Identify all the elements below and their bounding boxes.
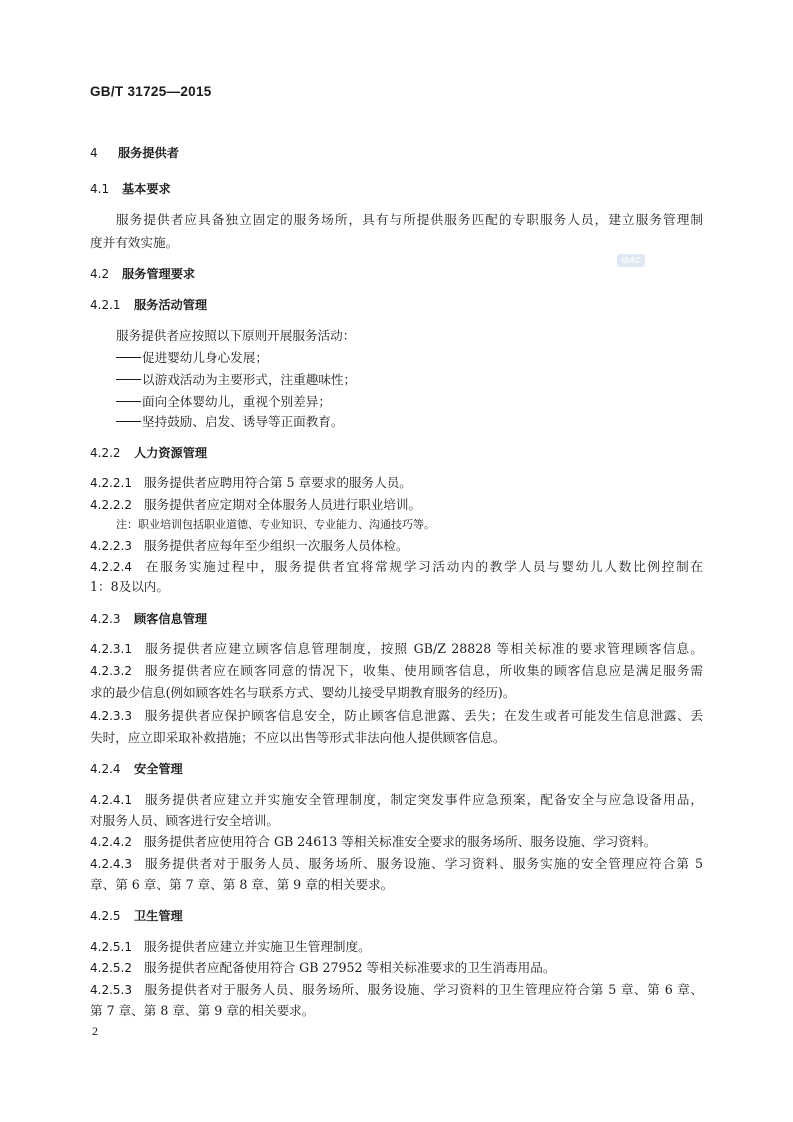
clause-number: 4.2.4.1 [90,793,132,807]
dash-marker [116,401,141,402]
section-number: 4.2.5 [90,909,121,923]
clause-number: 4.2.2.3 [90,539,132,553]
clause [90,938,703,956]
clause-text: 服务提供者对于服务人员、服务场所、服务设施、学习资料、服务实施的安全管理应符合第 5 [144,856,703,871]
clause [90,791,703,809]
list-item-text: 面向全体婴幼儿，重视个别差异； [142,394,331,409]
section-title: 安全管理 [134,762,183,776]
section-number: 4 [90,146,98,160]
section-title: 服务管理要求 [122,267,196,281]
list-item-text: 促进婴幼儿身心发展； [142,350,268,365]
clause-continuation: 第 7 章、第 8 章、第 9 章的相关要求。 [90,1003,315,1018]
clause-text: 服务提供者应建立并实施安全管理制度，制定突发事件应急预案，配备安全与应急设备用品， [144,792,703,807]
clause [90,981,703,999]
clause-number: 4.2.2.1 [90,476,132,490]
clause-text: 服务提供者应使用符合 GB 24613 等相关标准安全要求的服务场所、服务设施、学习资料。 [144,834,657,849]
section-4-2-5-heading [90,907,703,925]
section-number: 4.1 [90,182,110,196]
clause [90,640,703,658]
section-4-2-2-heading [90,444,703,462]
section-title: 卫生管理 [134,909,183,923]
section-number: 4.2.4 [90,762,121,776]
section-4-2-4-heading [90,760,703,778]
clause [90,707,703,725]
section-title: 人力资源管理 [134,446,208,460]
clause [90,662,703,680]
section-number: 4.2.3 [90,612,121,626]
clause-text: 服务提供者应保护顾客信息安全，防止顾客信息泄露、丢失；在发生或者可能发生信息泄露、丢 [144,708,703,723]
dash-marker [116,379,141,380]
section-title: 服务提供者 [118,146,179,160]
section-title: 服务活动管理 [134,298,208,312]
clause-continuation: 1：8及以内。 [90,579,169,594]
paragraph-line: 服务提供者应具备独立固定的服务场所，具有与所提供服务匹配的专职服务人员，建立服务管理制 [116,212,703,227]
clause-text: 服务提供者对于服务人员、服务场所、服务设施、学习资料的卫生管理应符合第 5 章、第 6 章、 [144,982,703,997]
clause-text: 服务提供者应配备使用符合 GB 27952 等相关标准要求的卫生消毒用品。 [144,960,556,975]
clause [90,496,703,514]
section-4-2-heading [90,265,703,283]
section-number: 4.2.2 [90,446,121,460]
section-4-heading [90,144,703,162]
clause-number: 4.2.3.1 [90,642,132,656]
clause-text: 服务提供者应建立并实施卫生管理制度。 [144,939,371,954]
clause-number: 4.2.4.2 [90,835,132,849]
section-title: 顾客信息管理 [134,612,208,626]
clause-number: 4.2.3.2 [90,664,132,678]
clause-number: 4.2.3.3 [90,709,132,723]
section-4-2-1-heading [90,296,703,314]
list-item-text: 坚持鼓励、启发、诱导等正面教育。 [142,414,344,429]
clause [90,558,703,576]
clause [90,959,703,977]
standard-number: GB/T 31725—2015 [90,84,212,99]
list-item [90,393,703,411]
dash-marker [116,357,141,358]
section-4-1-heading [90,180,703,198]
clause [90,855,703,873]
list-item [90,413,703,431]
clause-number: 4.2.4.3 [90,857,132,871]
clause-text: 服务提供者应聘用符合第 5 章要求的服务人员。 [144,475,412,490]
list-item [90,371,703,389]
list-item-text: 以游戏活动为主要形式，注重趣味性； [142,372,357,387]
page-number: 2 [92,1024,98,1038]
section-number: 4.2.1 [90,298,121,312]
clause-continuation: 求的最少信息(例如顾客姓名与联系方式、婴幼儿接受早期教育服务的经历)。 [90,685,516,700]
section-4-2-3-heading [90,610,703,628]
paragraph-line: 度并有效实施。 [90,235,179,250]
clause-continuation: 对服务人员、顾客进行安全培训。 [90,813,279,828]
clause-continuation: 章、第 6 章、第 7 章、第 8 章、第 9 章的相关要求。 [90,877,394,892]
clause-text: 服务提供者应定期对全体服务人员进行职业培训。 [144,497,422,512]
clause-text: 服务提供者应在顾客同意的情况下，收集、使用顾客信息，所收集的顾客信息应是满足服务需 [144,663,703,678]
clause-number: 4.2.5.3 [90,983,132,997]
clause [90,474,703,492]
clause-text: 服务提供者应每年至少组织一次服务人员体检。 [144,538,409,553]
dash-marker [116,421,141,422]
clause [90,833,703,851]
section-title: 基本要求 [122,182,171,196]
list-item [90,349,703,367]
section-number: 4.2 [90,267,110,281]
clause-text: 在服务实施过程中，服务提供者宜将常规学习活动内的教学人员与婴幼儿人数比例控制在 [144,559,703,574]
paragraph-line: 服务提供者应按照以下原则开展服务活动： [116,328,356,343]
watermark-logo: ISAC [617,254,645,267]
clause-number: 4.2.5.2 [90,961,132,975]
clause-continuation: 失时，应立即采取补救措施；不应以出售等形式非法向他人提供顾客信息。 [90,730,506,745]
clause [90,537,703,555]
clause-number: 4.2.2.4 [90,560,132,574]
clause-number: 4.2.5.1 [90,940,132,954]
note: 注：职业培训包括职业道德、专业知识、专业能力、沟通技巧等。 [116,518,435,531]
clause-text: 服务提供者应建立顾客信息管理制度，按照 GB/Z 28828 等相关标准的要求管理顾客信息。 [144,641,703,656]
clause-number: 4.2.2.2 [90,498,132,512]
